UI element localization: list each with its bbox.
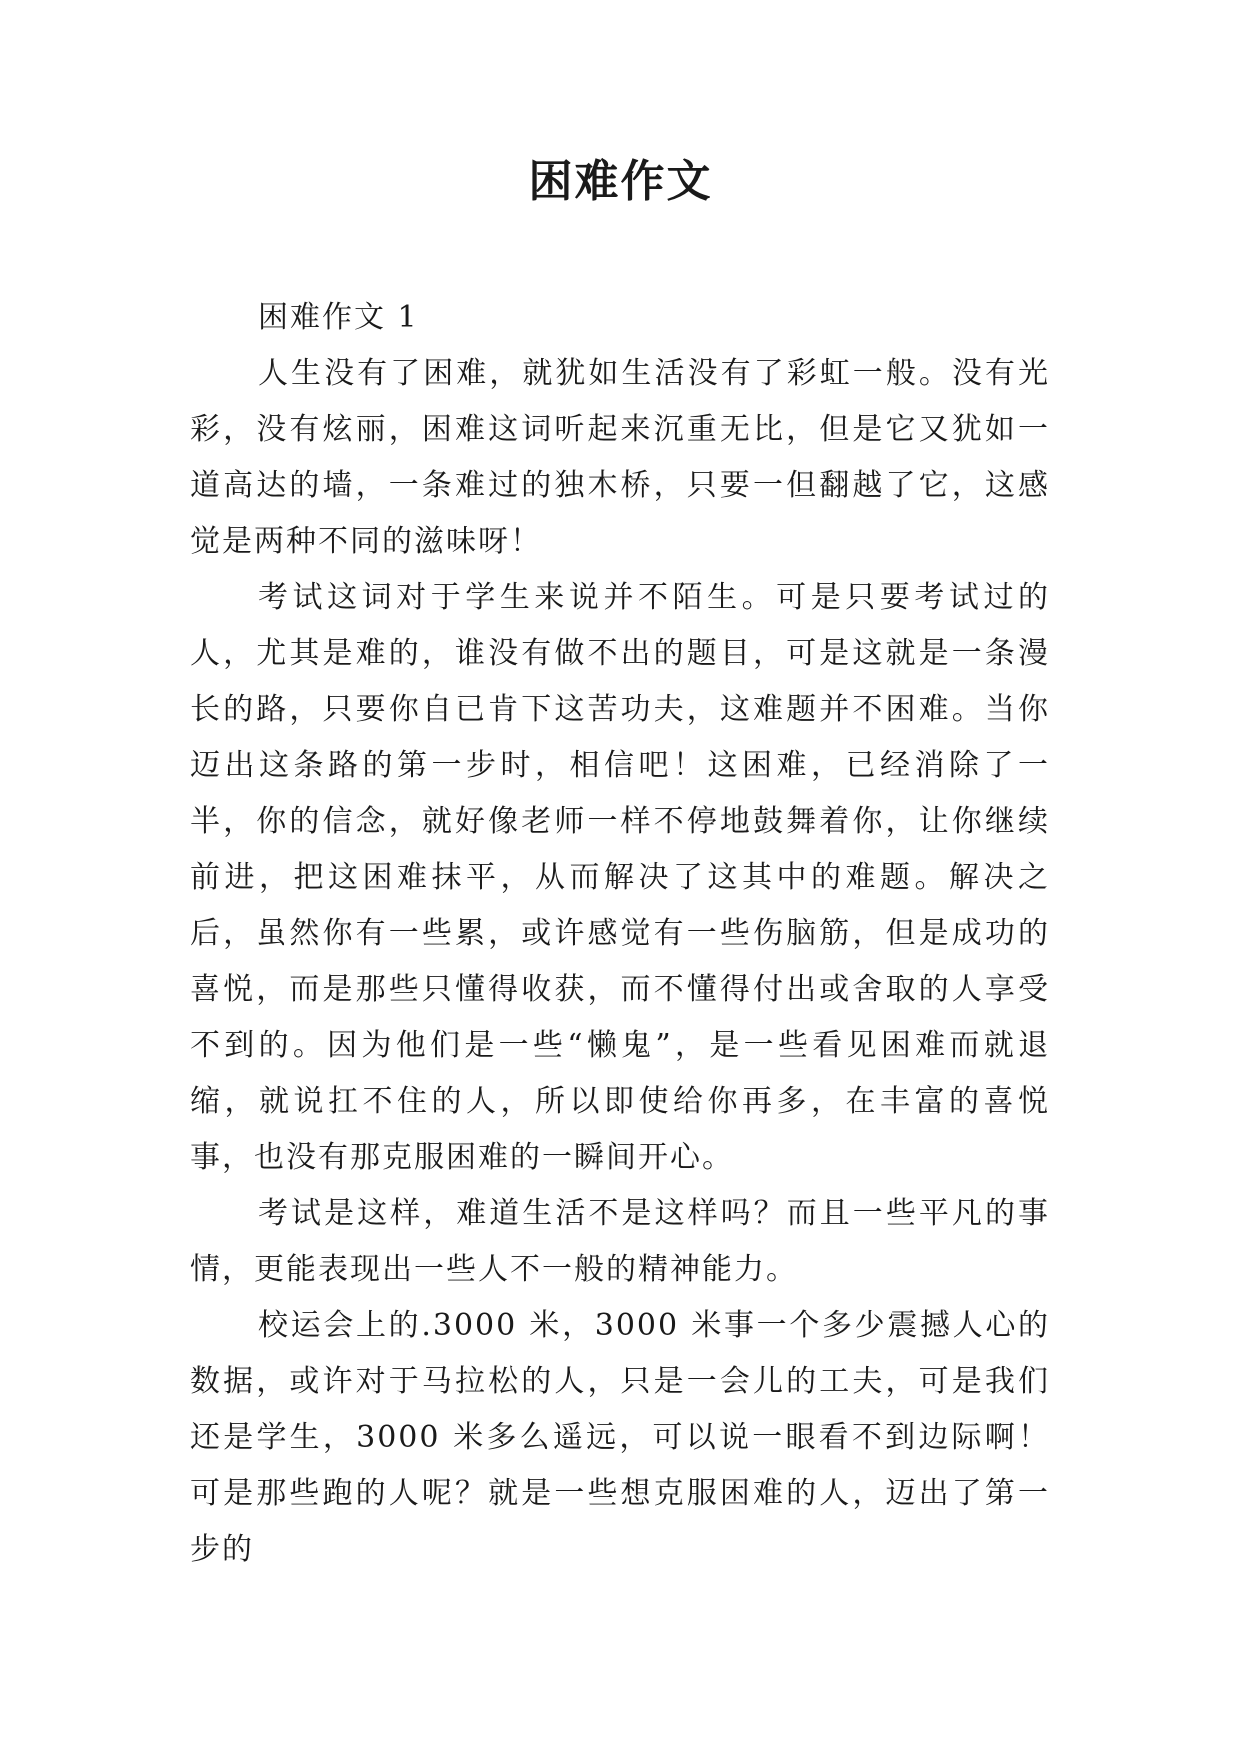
paragraph-4: 校运会上的.3000 米，3000 米事一个多少震撼人心的数据，或许对于马拉松的人，只是一会儿的工夫，可是我们还是学生，3000 米多么遥远，可以说一眼看不到边际啊！可是那些跑的人呢？就是一些想克服困难的人，迈出了第一步的 bbox=[190, 1308, 1050, 1567]
document-body bbox=[190, 290, 1050, 1578]
section-heading: 困难作文 1 bbox=[258, 300, 419, 335]
paragraph-3: 考试是这样，难道生活不是这样吗？而且一些平凡的事情，更能表现出一些人不一般的精神能力。 bbox=[190, 1196, 1050, 1287]
paragraph-2: 考试这词对于学生来说并不陌生。可是只要考试过的人，尤其是难的，谁没有做不出的题目，可是这就是一条漫长的路，只要你自已肯下这苦功夫，这难题并不困难。当你迈出这条路的第一步时，相信吧！这困难，已经消除了一半，你的信念，就好像老师一样不停地鼓舞着你，让你继续前进，把这困难抹平，从而解决了这其中的难题。解决之后，虽然你有一些累，或许感觉有一些伤脑筋，但是成功的喜悦，而是那些只懂得收获，而不懂得付出或舍取的人享受不到的。因为他们是一些“懒鬼”，是一些看见困难而就退缩，就说扛不住的人，所以即使给你再多，在丰富的喜悦事，也没有那克服困难的一瞬间开心。 bbox=[190, 580, 1050, 1175]
document-title: 困难作文 bbox=[528, 156, 713, 207]
paragraph-1: 人生没有了困难，就犹如生活没有了彩虹一般。没有光彩，没有炫丽，困难这词听起来沉重无比，但是它又犹如一道高达的墙，一条难过的独木桥，只要一但翻越了它，这感觉是两种不同的滋味呀！ bbox=[190, 356, 1050, 559]
